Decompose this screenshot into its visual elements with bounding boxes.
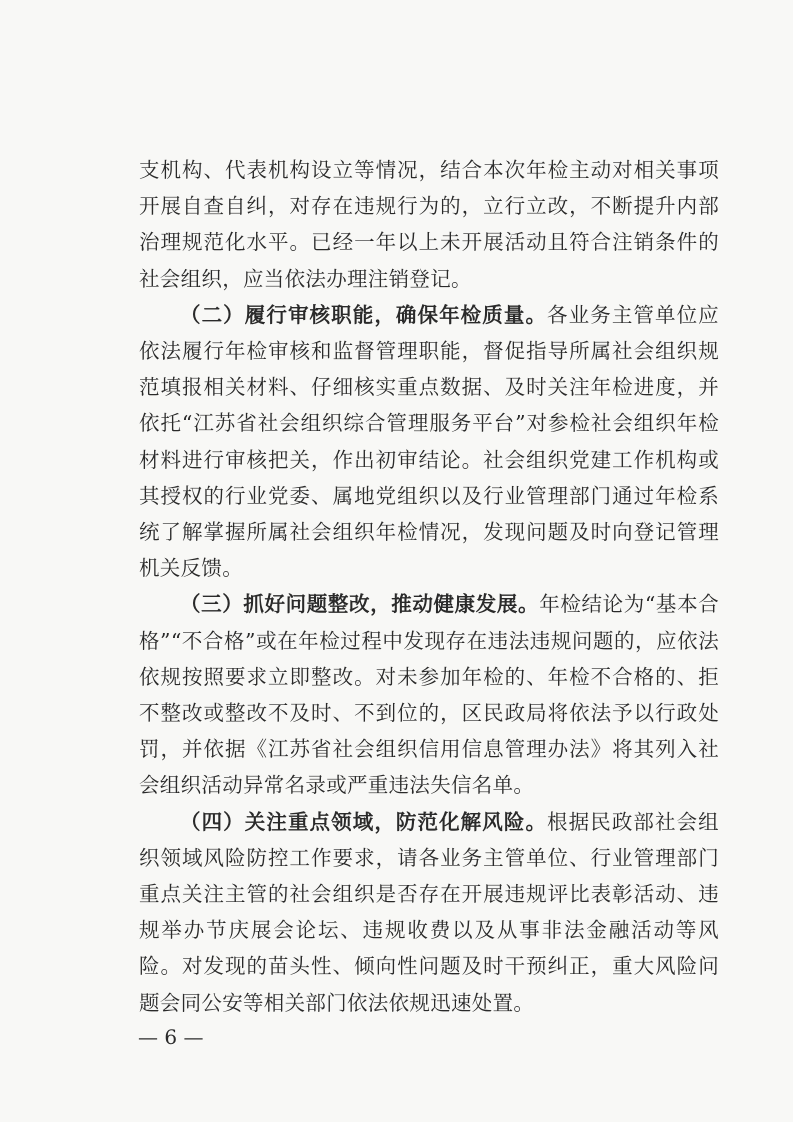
paragraph-4-body: 根据民政部社会组织领域风险防控工作要求，请各业务主管单位、行业管理部门重点关注主管的社会组织是否存在开展违规评比表彰活动、违规举办节庆展会论坛、违规收费以及从事非法金融活动等风险。对发现的苗头性、倾向性问题及时干预纠正，重大风险问题会同公安等相关部门依法依规迅速处置。 — [139, 809, 719, 1015]
page-number: — 6 — — [138, 1025, 204, 1049]
paragraph-rectification — [139, 586, 719, 803]
paragraph-risk-prevention — [139, 804, 719, 1021]
paragraph-continuation — [139, 152, 719, 297]
paragraph-4-heading: （四）关注重点领域，防范化解风险。 — [180, 809, 548, 834]
paragraph-review-duty — [139, 297, 719, 587]
paragraph-2-body: 各业务主管单位应依法履行年检审核和监督管理职能，督促指导所属社会组织规范填报相关材料、仔细核实重点数据、及时关注年检进度，并依托“江苏省社会组织综合管理服务平台”对参检社会组织年检材料进行审核把关，作出初审结论。社会组织党建工作机构或其授权的行业党委、属地党组织以及行业管理部门通过年检系统了解掌握所属社会组织年检情况，发现问题及时向登记管理机关反馈。 — [139, 302, 719, 581]
paragraph-2-heading: （二）履行审核职能，确保年检质量。 — [180, 302, 548, 327]
paragraph-3-heading: （三）抓好问题整改，推动健康发展。 — [180, 592, 540, 617]
paragraph-1-body: 支机构、代表机构设立等情况，结合本次年检主动对相关事项开展自查自纠，对存在违规行为的，立行立改，不断提升内部治理规范化水平。已经一年以上未开展活动且符合注销条件的社会组织，应当依法办理注销登记。 — [139, 158, 719, 291]
document-body — [139, 152, 719, 1021]
paragraph-3-body: 年检结论为“基本合格”“不合格”或在年检过程中发现存在违法违规问题的，应依法依规按照要求立即整改。对未参加年检的、年检不合格的、拒不整改或整改不及时、不到位的，区民政局将依法予以行政处罚，并依据《江苏省社会组织信用信息管理办法》将其列入社会组织活动异常名录或严重违法失信名单。 — [139, 592, 719, 798]
